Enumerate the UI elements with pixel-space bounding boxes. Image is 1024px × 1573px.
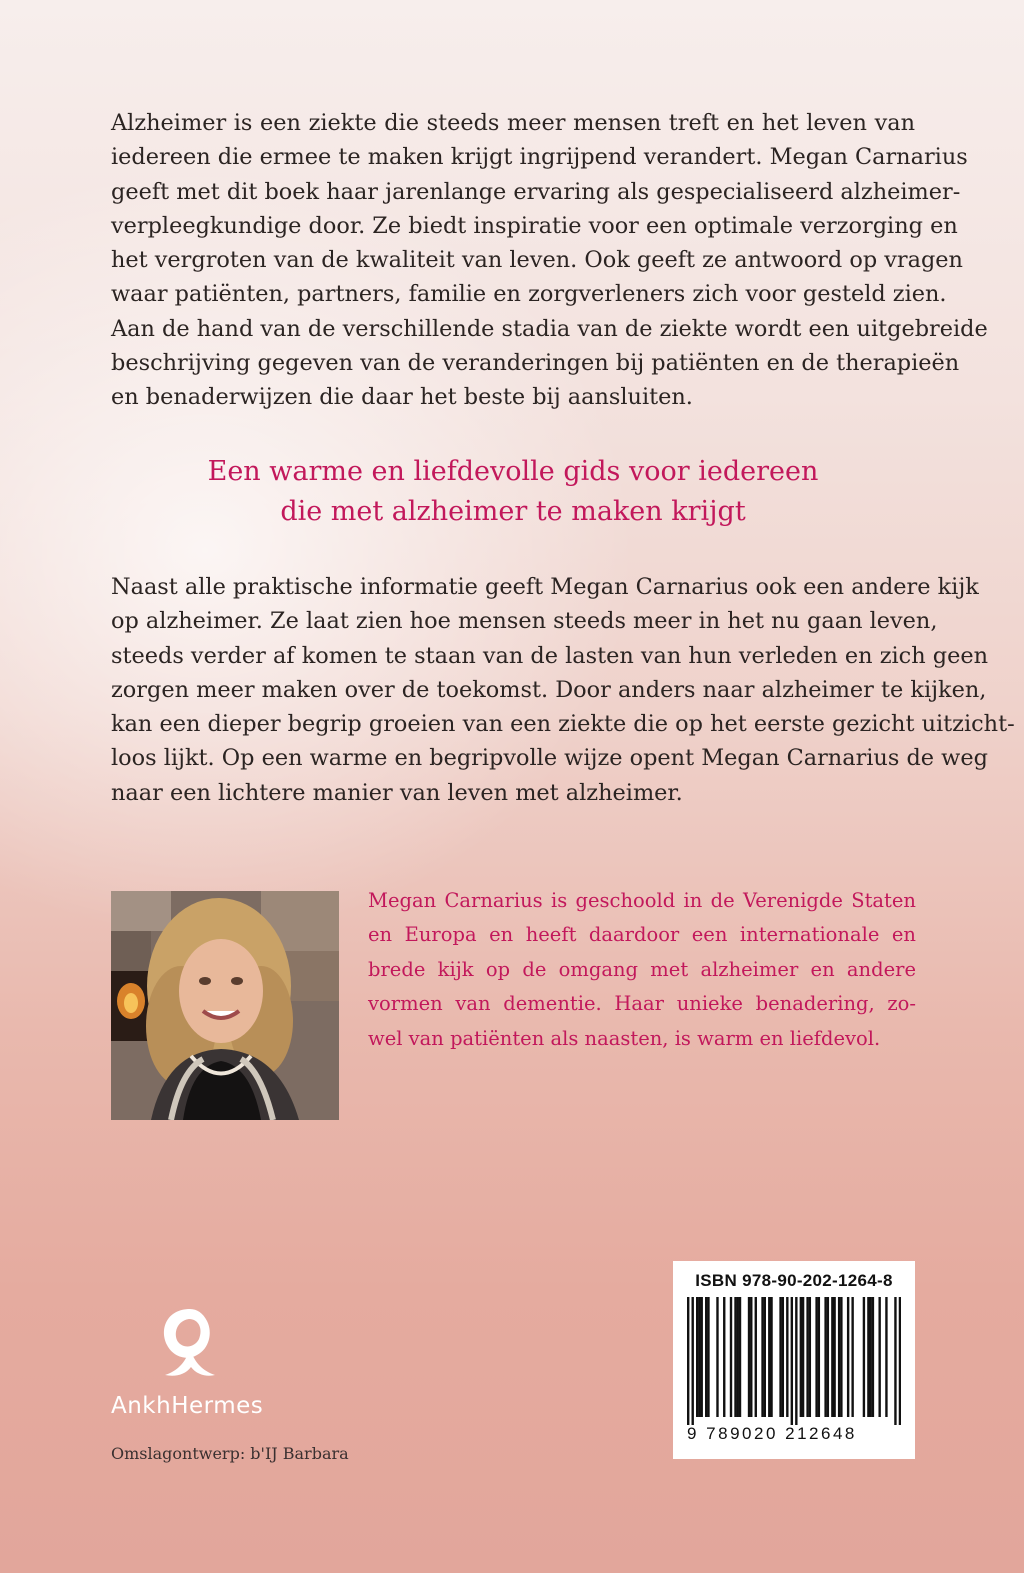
barcode-bar bbox=[716, 1297, 718, 1417]
second-paragraph-line: naar een lichtere manier van leven met alzheimer. bbox=[111, 779, 683, 806]
barcode-bar bbox=[867, 1297, 869, 1417]
description-line: het vergroten van de kwaliteit van leven. Ook geeft ze antwoord op vragen bbox=[111, 247, 963, 274]
second-paragraph-line: steeds verder af komen te staan van de lasten van hun verleden en zich geen bbox=[111, 642, 989, 669]
ankhhermes-logo-icon bbox=[155, 1305, 225, 1385]
barcode-bar bbox=[786, 1297, 788, 1417]
cover-design-credit: Omslagontwerp: b'IJ Barbara bbox=[111, 1444, 349, 1463]
barcode-bar bbox=[687, 1297, 689, 1425]
tagline-line: die met alzheimer te maken krijgt bbox=[280, 496, 746, 527]
author-bio bbox=[368, 884, 916, 1056]
barcode-bar bbox=[730, 1297, 732, 1417]
barcode-bar bbox=[698, 1297, 700, 1417]
barcode-bar bbox=[748, 1297, 750, 1417]
barcode-bar bbox=[840, 1297, 842, 1417]
publisher-name: AnkhHermes bbox=[111, 1393, 264, 1419]
barcode-bar bbox=[707, 1297, 709, 1417]
barcode-bar bbox=[863, 1297, 865, 1417]
barcode-bar bbox=[800, 1297, 802, 1417]
second-paragraph-line: Naast alle praktische informatie geeft Megan Carnarius ook een andere kijk bbox=[111, 574, 979, 600]
description-line: beschrijving gegeven van de veranderingen bij patiënten en de therapieën bbox=[111, 350, 960, 377]
isbn-label: ISBN 978-90-202-1264-8 bbox=[695, 1271, 893, 1290]
barcode-bar bbox=[815, 1297, 817, 1417]
author-bio-line: en Europa en heeft daardoor een internationale en bbox=[368, 923, 916, 947]
author-bio-line: wel van patiënten als naasten, is warm en liefdevol. bbox=[368, 1026, 881, 1050]
barcode-bar bbox=[739, 1297, 741, 1417]
barcode-bar bbox=[791, 1297, 793, 1425]
barcode-bar bbox=[878, 1297, 880, 1417]
barcode-bar bbox=[885, 1297, 887, 1417]
barcode-bar bbox=[696, 1297, 698, 1417]
barcode-bar bbox=[869, 1297, 871, 1417]
barcode-bar bbox=[872, 1297, 874, 1417]
barcode-bar bbox=[782, 1297, 784, 1417]
description-line: en benaderwijzen die daar het beste bij aansluiten. bbox=[111, 384, 693, 411]
second-paragraph-line: zorgen meer maken over de toekomst. Door anders naar alzheimer te kijken, bbox=[111, 676, 987, 703]
barcode-bar bbox=[831, 1297, 833, 1417]
barcode-bar bbox=[827, 1297, 829, 1417]
barcode-bar bbox=[824, 1297, 826, 1417]
barcode-bar bbox=[734, 1297, 736, 1417]
author-bio-line: vormen van dementie. Haar unieke benadering, zo- bbox=[368, 992, 916, 1016]
tagline bbox=[111, 452, 915, 532]
publisher-logo bbox=[111, 1305, 271, 1425]
description-paragraph bbox=[111, 106, 988, 415]
author-bio-line: brede kijk op de omgang met alzheimer en andere bbox=[368, 957, 916, 981]
description-line: verpleegkundige door. Ze biedt inspiratie voor een optimale verzorging en bbox=[111, 212, 958, 239]
barcode-bar bbox=[750, 1297, 752, 1417]
barcode-bar bbox=[701, 1297, 703, 1417]
barcode-bar bbox=[899, 1297, 901, 1425]
second-paragraph-line: loos lijkt. Op een warme en begripvolle wijze opent Megan Carnarius de weg bbox=[111, 745, 988, 772]
barcode-bar bbox=[723, 1297, 725, 1417]
barcode-bar bbox=[779, 1297, 781, 1417]
barcode-bar bbox=[755, 1297, 757, 1417]
tagline-line: Een warme en liefdevolle gids voor iedereen bbox=[207, 456, 819, 487]
barcode-bar bbox=[894, 1297, 896, 1425]
barcode-bar bbox=[795, 1297, 797, 1425]
second-paragraph bbox=[111, 570, 1015, 810]
second-paragraph-line: kan een dieper begrip groeien van een ziekte die op het eerste gezicht uitzicht- bbox=[111, 711, 1015, 738]
barcode-bar bbox=[737, 1297, 739, 1417]
description-line: Aan de hand van de verschillende stadia van de ziekte wordt een uitgebreide bbox=[111, 315, 988, 342]
description-line: Alzheimer is een ziekte die steeds meer mensen treft en het leven van bbox=[111, 110, 915, 136]
barcode-bar bbox=[806, 1297, 808, 1417]
description-line: waar patiënten, partners, familie en zorgverleners zich voor gesteld zien. bbox=[111, 281, 947, 308]
barcode-bar bbox=[838, 1297, 840, 1417]
barcode-bar bbox=[761, 1297, 763, 1417]
author-photo bbox=[111, 891, 339, 1120]
barcode-bar bbox=[818, 1297, 820, 1417]
barcode-bar bbox=[705, 1297, 707, 1417]
barcode-bar bbox=[809, 1297, 811, 1417]
barcode-bar bbox=[847, 1297, 849, 1417]
barcode-icon bbox=[687, 1297, 901, 1425]
barcode-bar bbox=[692, 1297, 694, 1425]
description-line: iedereen die ermee te maken krijgt ingrijpend verandert. Megan Carnarius bbox=[111, 144, 968, 171]
author-bio-line: Megan Carnarius is geschoold in de Verenigde Staten bbox=[368, 889, 916, 912]
barcode-digits: 9 789020 212648 bbox=[687, 1424, 857, 1443]
barcode-bar bbox=[802, 1297, 804, 1417]
barcode-bar bbox=[851, 1297, 853, 1417]
description-line: geeft met dit boek haar jarenlange ervaring als gespecialiseerd alzheimer- bbox=[111, 178, 961, 205]
second-paragraph-line: op alzheimer. Ze laat zien hoe mensen steeds meer in het nu gaan leven, bbox=[111, 608, 938, 635]
barcode-bar bbox=[768, 1297, 770, 1417]
barcode-box bbox=[673, 1261, 915, 1459]
barcode-bar bbox=[764, 1297, 766, 1417]
barcode-bar bbox=[833, 1297, 835, 1417]
barcode-bar bbox=[770, 1297, 772, 1417]
